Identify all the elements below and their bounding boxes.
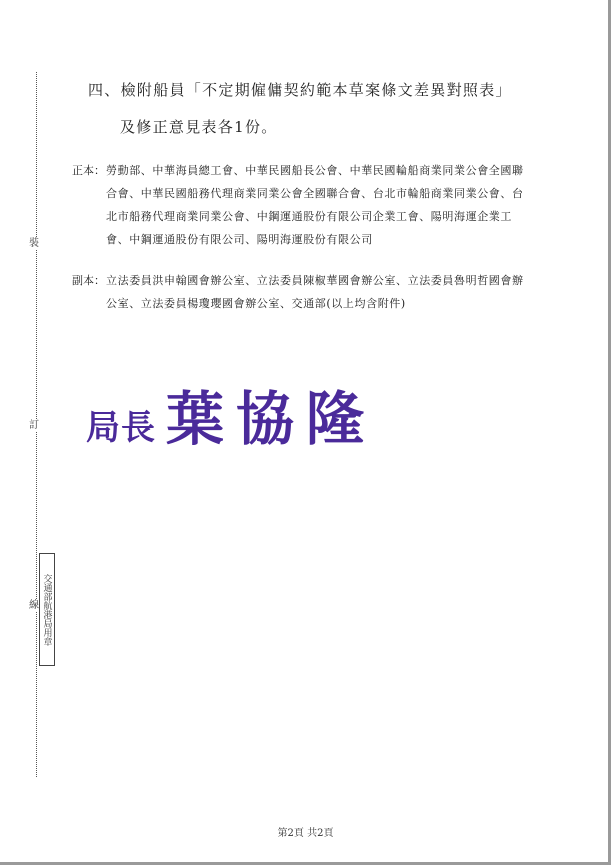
copy-label: 副本： [72, 274, 105, 287]
binding-char-xian: 線 [29, 600, 39, 611]
copy-recipients [72, 269, 532, 315]
signature-name: 葉協隆 [166, 385, 377, 453]
primary-recipient-list: 勞動部、中華海員總工會、中華民國船長公會、中華民國輪船商業同業公會全國聯合會、中華民國船務代理商業同業公會全國聯合會、台北市輪船商業同業公會、台北市船務代理商業同業公會、中鋼運通股份有限公司企業工會、陽明海運企業工會、中鋼運通股份有限公司、陽明海運股份有限公司 [106, 164, 524, 246]
copy-recipient-list: 立法委員洪申翰國會辦公室、立法委員陳椒華國會辦公室、立法委員魯明哲國會辦公室、立法委員楊瓊瓔國會辦公室、交通部(以上均含附件) [106, 274, 524, 310]
director-signature [86, 372, 376, 456]
primary-label: 正本： [72, 164, 105, 177]
primary-recipients [72, 159, 532, 251]
official-stamp [39, 553, 55, 666]
binding-char-ding: 訂 [29, 420, 39, 431]
binding-char-zhuang: 裝 [29, 238, 39, 249]
item-four-line2: 及修正意見表各1份。 [120, 118, 278, 136]
stamp-text: 交通部航港局用章 [41, 573, 52, 646]
signature-title: 局長 [86, 408, 156, 448]
page-number: 第2頁 共2頁 [277, 828, 334, 839]
item-four-line1: 四、檢附船員「不定期僱傭契約範本草案條文差異對照表」 [88, 81, 512, 99]
